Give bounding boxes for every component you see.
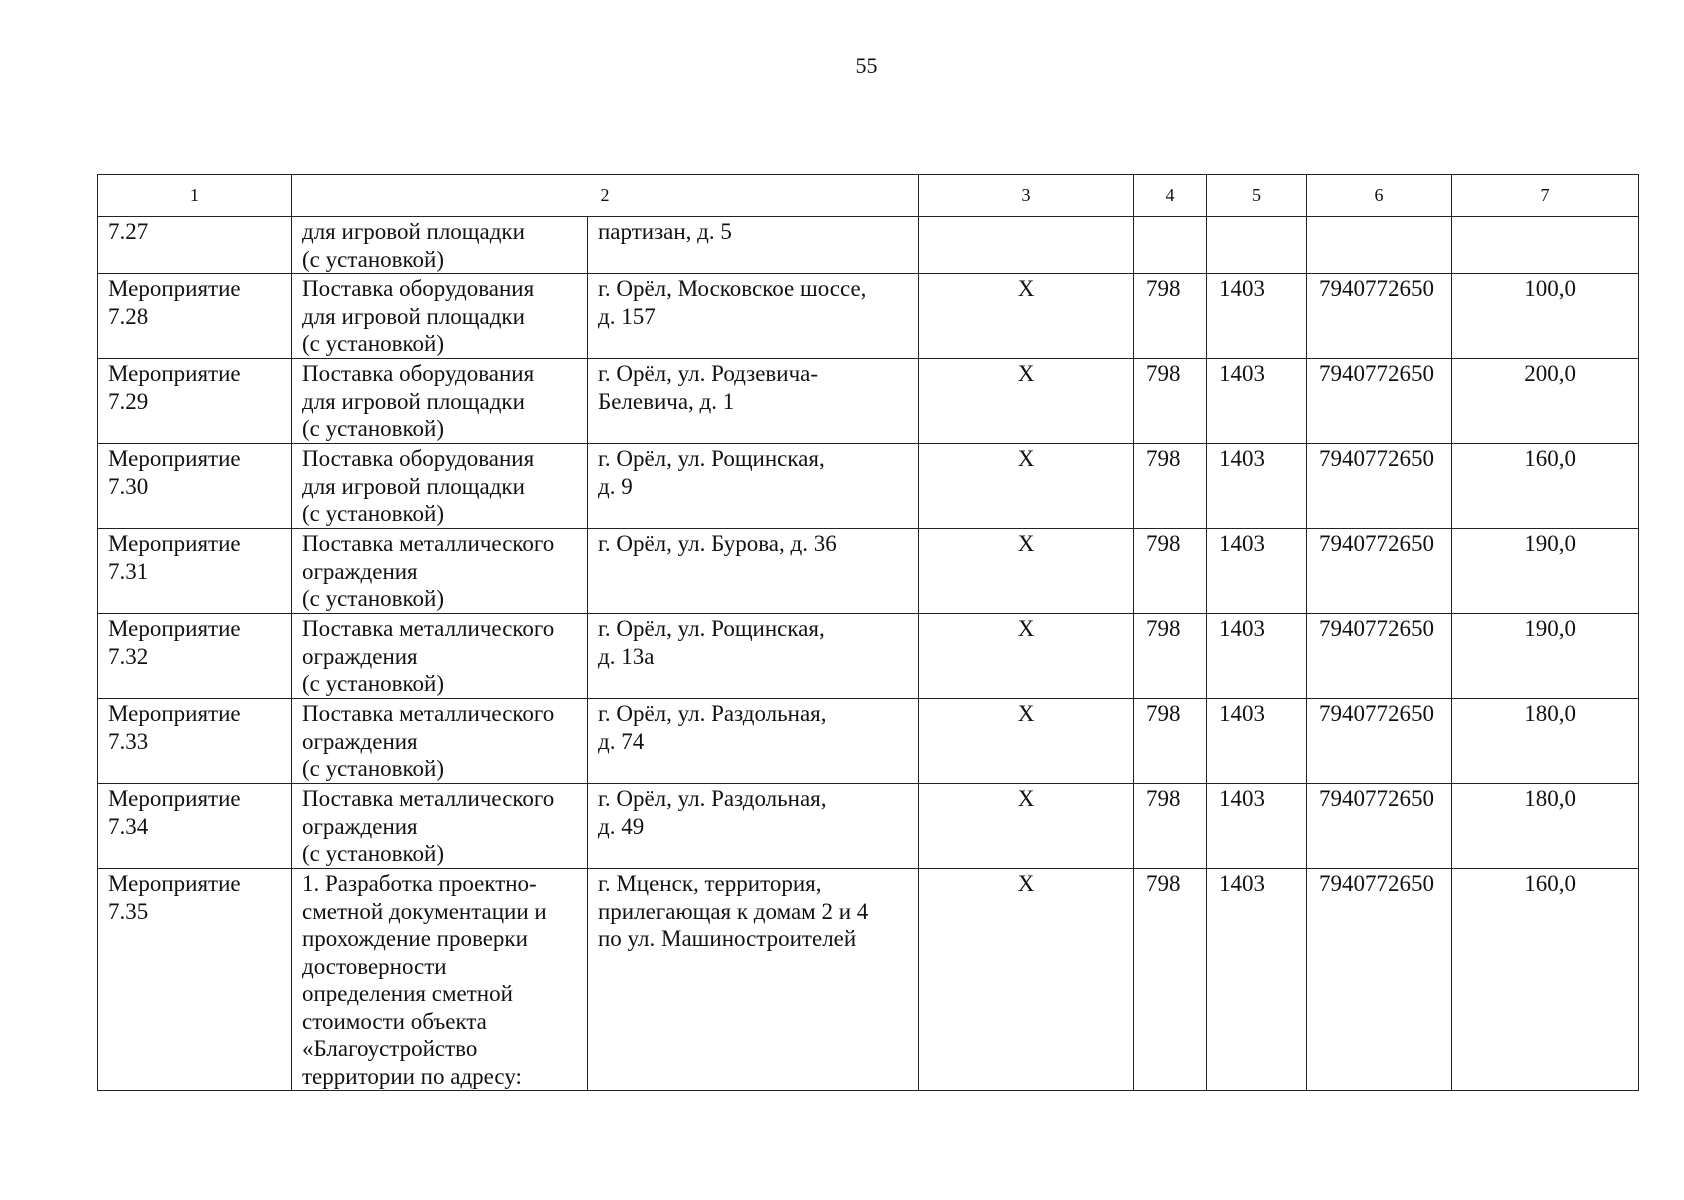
- cell-col5: [1207, 217, 1307, 274]
- table-row: [98, 529, 1639, 614]
- cell-col5: 1403: [1207, 274, 1307, 359]
- cell-col7: 100,0: [1452, 274, 1639, 359]
- cell-col6: 7940772650: [1307, 359, 1452, 444]
- cell-col3: Х: [919, 699, 1134, 784]
- cell-col4: 798: [1134, 274, 1207, 359]
- cell-description: для игровой площадки (с установкой): [292, 217, 588, 274]
- cell-col5: 1403: [1207, 784, 1307, 869]
- cell-col4: 798: [1134, 784, 1207, 869]
- cell-col5: 1403: [1207, 869, 1307, 1091]
- cell-col4: 798: [1134, 699, 1207, 784]
- page-number: 55: [855, 53, 878, 78]
- table-row: [98, 614, 1639, 699]
- cell-description: Поставка металлического ограждения (с установкой): [292, 699, 588, 784]
- cell-col5: 1403: [1207, 444, 1307, 529]
- table-row: [98, 869, 1639, 1091]
- cell-col7: 200,0: [1452, 359, 1639, 444]
- cell-col6: 7940772650: [1307, 529, 1452, 614]
- cell-event-id: Мероприятие 7.32: [98, 614, 292, 699]
- cell-col7: [1452, 217, 1639, 274]
- cell-event-id: Мероприятие 7.28: [98, 274, 292, 359]
- table-row: [98, 784, 1639, 869]
- cell-col7: 160,0: [1452, 869, 1639, 1091]
- cell-description: Поставка металлического ограждения (с установкой): [292, 529, 588, 614]
- cell-event-id: Мероприятие 7.30: [98, 444, 292, 529]
- cell-col3: Х: [919, 869, 1134, 1091]
- table-header-row: [98, 175, 1639, 217]
- cell-col3: Х: [919, 359, 1134, 444]
- cell-col6: [1307, 217, 1452, 274]
- cell-col3: Х: [919, 529, 1134, 614]
- cell-col4: 798: [1134, 359, 1207, 444]
- cell-col4: [1134, 217, 1207, 274]
- cell-col5: 1403: [1207, 529, 1307, 614]
- cell-col6: 7940772650: [1307, 444, 1452, 529]
- cell-col3: Х: [919, 614, 1134, 699]
- cell-col3: Х: [919, 444, 1134, 529]
- cell-col6: 7940772650: [1307, 699, 1452, 784]
- table-row: [98, 217, 1639, 274]
- cell-col5: 1403: [1207, 359, 1307, 444]
- cell-col4: 798: [1134, 529, 1207, 614]
- cell-col3: [919, 217, 1134, 274]
- cell-col6: 7940772650: [1307, 274, 1452, 359]
- cell-description: Поставка металлического ограждения (с установкой): [292, 614, 588, 699]
- cell-event-id: 7.27: [98, 217, 292, 274]
- cell-col6: 7940772650: [1307, 869, 1452, 1091]
- header-cell: 1: [98, 175, 292, 217]
- header-cell: 4: [1134, 175, 1207, 217]
- cell-address: г. Орёл, Московское шоссе, д. 157: [588, 274, 919, 359]
- cell-address: г. Орёл, ул. Рощинская, д. 13а: [588, 614, 919, 699]
- cell-address: партизан, д. 5: [588, 217, 919, 274]
- cell-col7: 160,0: [1452, 444, 1639, 529]
- cell-event-id: Мероприятие 7.33: [98, 699, 292, 784]
- cell-col7: 180,0: [1452, 699, 1639, 784]
- cell-col4: 798: [1134, 869, 1207, 1091]
- cell-col4: 798: [1134, 614, 1207, 699]
- cell-address: г. Орёл, ул. Раздольная, д. 74: [588, 699, 919, 784]
- cell-col5: 1403: [1207, 614, 1307, 699]
- cell-col7: 190,0: [1452, 614, 1639, 699]
- cell-address: г. Мценск, территория, прилегающая к домам 2 и 4 по ул. Машиностроителей: [588, 869, 919, 1091]
- header-cell: 5: [1207, 175, 1307, 217]
- cell-event-id: Мероприятие 7.31: [98, 529, 292, 614]
- header-cell: 7: [1452, 175, 1639, 217]
- cell-address: г. Орёл, ул. Рощинская, д. 9: [588, 444, 919, 529]
- header-cell: 3: [919, 175, 1134, 217]
- cell-event-id: Мероприятие 7.29: [98, 359, 292, 444]
- cell-event-id: Мероприятие 7.35: [98, 869, 292, 1091]
- table-row: [98, 359, 1639, 444]
- cell-description: Поставка металлического ограждения (с установкой): [292, 784, 588, 869]
- header-cell: 6: [1307, 175, 1452, 217]
- cell-description: Поставка оборудования для игровой площадки (с установкой): [292, 274, 588, 359]
- cell-col3: Х: [919, 784, 1134, 869]
- cell-address: г. Орёл, ул. Бурова, д. 36: [588, 529, 919, 614]
- cell-col7: 190,0: [1452, 529, 1639, 614]
- cell-address: г. Орёл, ул. Родзевича- Белевича, д. 1: [588, 359, 919, 444]
- cell-col4: 798: [1134, 444, 1207, 529]
- table-row: [98, 274, 1639, 359]
- cell-description: Поставка оборудования для игровой площадки (с установкой): [292, 359, 588, 444]
- cell-col7: 180,0: [1452, 784, 1639, 869]
- cell-address: г. Орёл, ул. Раздольная, д. 49: [588, 784, 919, 869]
- cell-col3: Х: [919, 274, 1134, 359]
- table-row: [98, 699, 1639, 784]
- budget-table: [97, 174, 1639, 1091]
- cell-description: Поставка оборудования для игровой площадки (с установкой): [292, 444, 588, 529]
- cell-description: 1. Разработка проектно- сметной документации и прохождение проверки достоверности определения сметной стоимости объекта «Благоустройство территории по адресу:: [292, 869, 588, 1091]
- cell-col6: 7940772650: [1307, 614, 1452, 699]
- cell-event-id: Мероприятие 7.34: [98, 784, 292, 869]
- header-cell: 2: [292, 175, 919, 217]
- cell-col6: 7940772650: [1307, 784, 1452, 869]
- table-row: [98, 444, 1639, 529]
- cell-col5: 1403: [1207, 699, 1307, 784]
